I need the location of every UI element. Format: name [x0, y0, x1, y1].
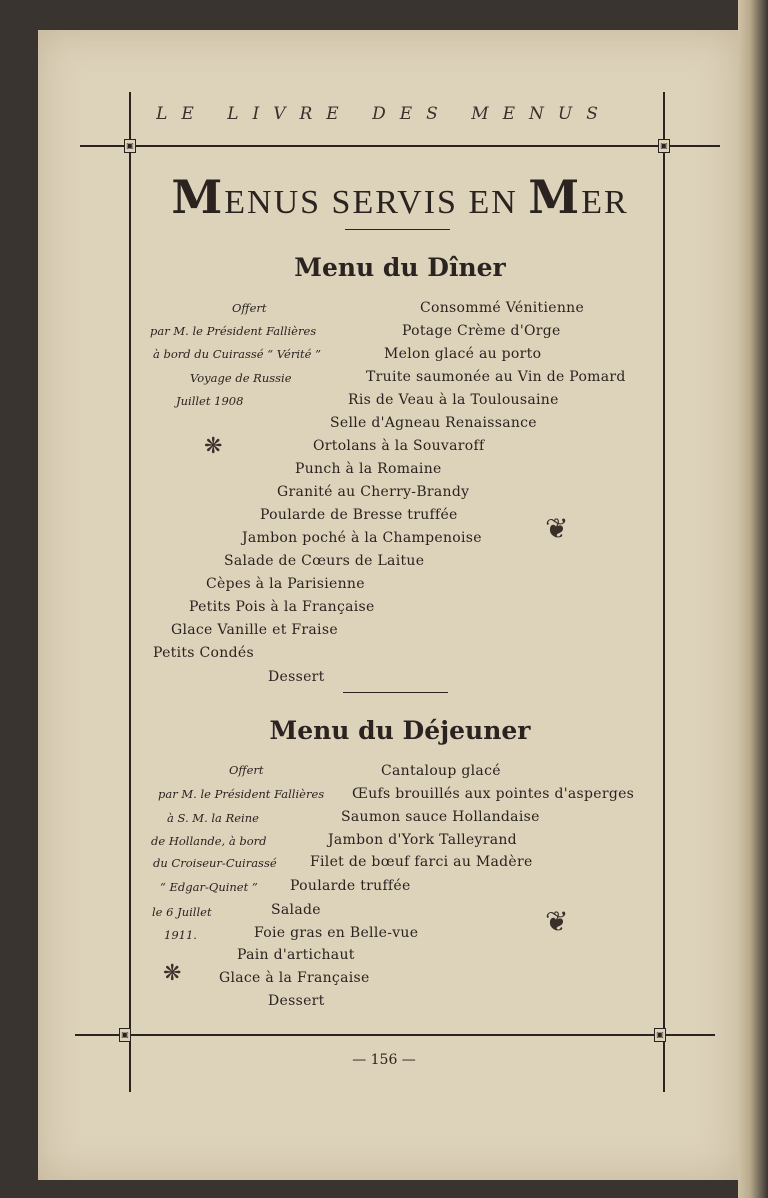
diner-dish: Petits Condés [153, 645, 254, 661]
dejeuner-dish: Dessert [268, 993, 325, 1009]
running-head: LE LIVRE DES MENUS [156, 104, 612, 124]
diner-dish: Punch à la Romaine [295, 461, 442, 477]
corner-ornament-icon: ▣ [654, 1028, 666, 1042]
dejeuner-dish: Poularde truffée [290, 878, 411, 894]
diner-dish: Dessert [268, 669, 325, 685]
asterism-ornament-icon: ❋ [163, 961, 182, 986]
corner-ornament-icon: ▣ [124, 139, 136, 153]
dejeuner-heading: Menu du Déjeuner [269, 716, 531, 745]
dejeuner-dish: Pain d'artichaut [237, 947, 355, 963]
diner-side-note: Offert [232, 301, 267, 315]
diner-dish: Jambon poché à la Champenoise [242, 530, 482, 546]
diner-dish: Petits Pois à la Française [189, 599, 375, 615]
frame-bottom-rule [75, 1034, 715, 1036]
diner-dish: Selle d'Agneau Renaissance [330, 415, 537, 431]
corner-ornament-icon: ▣ [119, 1028, 131, 1042]
page-edge [738, 0, 768, 1198]
dejeuner-side-note: de Hollande, à bord [151, 834, 267, 848]
fleuron-ornament-icon: ❦ [545, 512, 569, 545]
diner-side-note: à bord du Cuirassé “ Vérité ” [153, 347, 321, 361]
title-divider [345, 229, 450, 230]
fleuron-ornament-icon: ❦ [545, 905, 569, 938]
dejeuner-dish: Glace à la Française [219, 970, 370, 986]
frame-top-rule [80, 145, 720, 147]
diner-dish: Potage Crème d'Orge [402, 323, 561, 339]
diner-side-note: Juillet 1908 [176, 394, 244, 408]
diner-heading: Menu du Dîner [294, 253, 506, 282]
dejeuner-side-note: “ Edgar-Quinet ” [160, 880, 258, 894]
dejeuner-side-note: par M. le Président Fallières [158, 787, 325, 801]
diner-dish: Consommé Vénitienne [420, 300, 585, 316]
diner-dish: Salade de Cœurs de Laitue [224, 553, 425, 569]
diner-dish: Granité au Cherry-Brandy [277, 484, 470, 500]
diner-side-note: Voyage de Russie [190, 371, 292, 385]
frame-left-rule [129, 92, 131, 1092]
diner-dish: Ris de Veau à la Toulousaine [348, 392, 559, 408]
dejeuner-dish: Cantaloup glacé [381, 763, 501, 779]
dejeuner-dish: Œufs brouillés aux pointes d'asperges [352, 786, 635, 802]
page-number: — 156 — [352, 1052, 416, 1068]
page-title: MENUS SERVIS EN MER [171, 170, 629, 224]
dejeuner-side-note: 1911. [164, 928, 197, 942]
frame-right-rule [663, 92, 665, 1092]
diner-dish: Cèpes à la Parisienne [206, 576, 365, 592]
diner-dish: Glace Vanille et Fraise [171, 622, 338, 638]
section-divider [343, 692, 448, 693]
dejeuner-dish: Saumon sauce Hollandaise [341, 809, 540, 825]
dejeuner-dish: Salade [271, 902, 321, 918]
dejeuner-side-note: du Croiseur-Cuirassé [153, 856, 277, 870]
dejeuner-dish: Foie gras en Belle-vue [254, 925, 419, 941]
corner-ornament-icon: ▣ [658, 139, 670, 153]
dejeuner-side-note: le 6 Juillet [152, 905, 212, 919]
dejeuner-dish: Filet de bœuf farci au Madère [310, 854, 533, 870]
diner-dish: Poularde de Bresse truffée [260, 507, 458, 523]
dejeuner-side-note: Offert [229, 763, 264, 777]
diner-dish: Truite saumonée au Vin de Pomard [366, 369, 626, 385]
diner-dish: Ortolans à la Souvaroff [313, 438, 485, 454]
asterism-ornament-icon: ❋ [204, 434, 223, 459]
dejeuner-side-note: à S. M. la Reine [167, 811, 259, 825]
dejeuner-dish: Jambon d'York Talleyrand [328, 832, 517, 848]
diner-side-note: par M. le Président Fallières [150, 324, 317, 338]
diner-dish: Melon glacé au porto [384, 346, 542, 362]
